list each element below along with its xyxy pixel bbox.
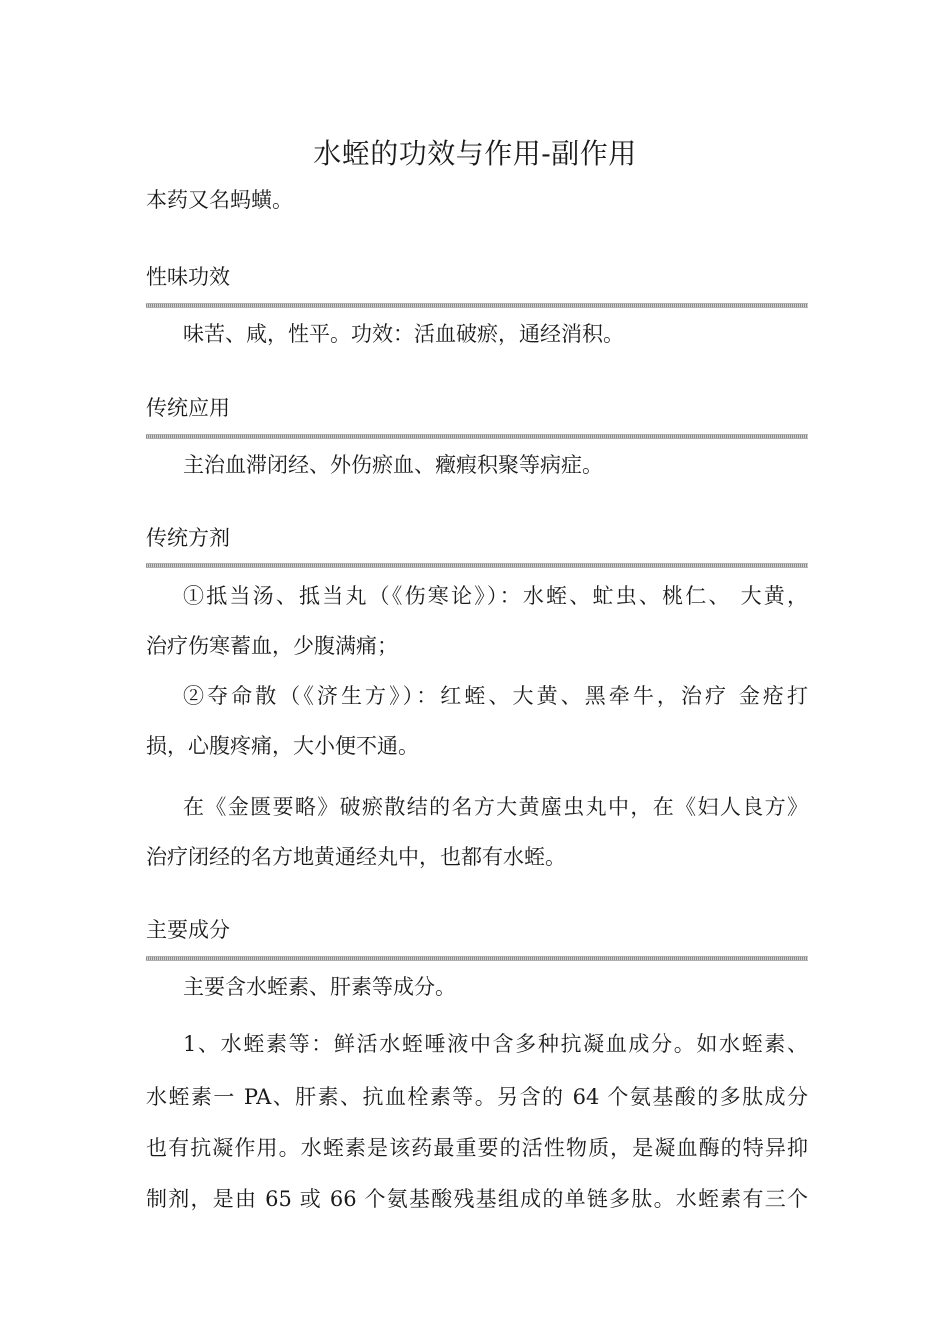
components-paragraph-1-line-3: 也有抗凝作用。水蛭素是该药最重要的活性物质，是凝血酶的特异抑 [146,1136,808,1160]
prescription-item-1-line-1: ①抵当汤、抵当丸（《伤寒论》）：水蛭、虻虫、桃仁、 大黄， [183,584,808,608]
components-paragraph-1-line-2: 水蛭素一 PA、肝素、抗血栓素等。另含的 64 个氨基酸的多肽成分 [146,1085,808,1109]
prescription-note-line-2: 治疗闭经的名方地黄通经丸中，也都有水蛭。 [146,845,566,869]
prescription-item-2-line-2: 损，心腹疼痛，大小便不通。 [146,734,419,758]
traditional-use-text: 主治血滞闭经、外伤瘀血、癥瘕积聚等病症。 [183,453,603,477]
prescription-note-line-1: 在《金匮要略》破瘀散结的名方大黄䗪虫丸中，在《妇人良方》 [183,795,808,819]
components-intro: 主要含水蛭素、肝素等成分。 [183,975,456,999]
section-divider [146,434,808,439]
section-heading-components: 主要成分 [146,918,230,942]
components-paragraph-1-line-1: 1、水蛭素等：鲜活水蛭唾液中含多种抗凝血成分。如水蛭素、 [183,1032,808,1056]
section-heading-prescriptions: 传统方剂 [146,526,230,550]
section-heading-traditional-use: 传统应用 [146,396,230,420]
prescription-item-2-line-1: ②夺命散（《济生方》）：红蛭、大黄、黑牵牛，治疗 金疮打 [183,684,808,708]
prescription-item-1-line-2: 治疗伤寒蓄血，少腹满痛； [146,634,398,658]
section-divider [146,303,808,308]
section-divider [146,563,808,568]
section-divider [146,956,808,961]
nature-text: 味苦、咸，性平。功效：活血破瘀，通经消积。 [183,322,624,346]
section-heading-nature: 性味功效 [146,265,230,289]
alias-text: 本药又名蚂蟥。 [146,188,293,212]
page-title: 水蛭的功效与作用-副作用 [313,137,637,170]
components-paragraph-1-line-4: 制剂，是由 65 或 66 个氨基酸残基组成的单链多肽。水蛭素有三个 [146,1187,808,1211]
